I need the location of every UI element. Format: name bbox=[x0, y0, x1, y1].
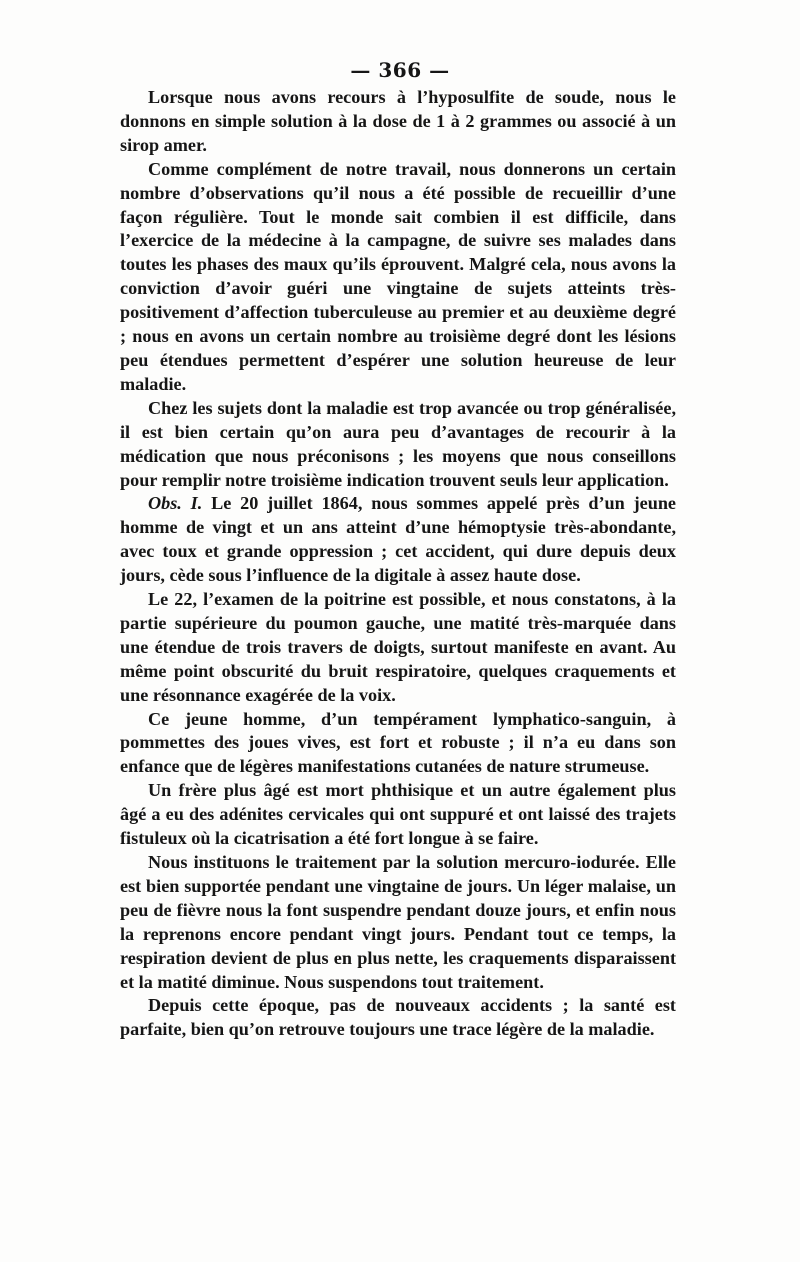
observation-one-text: Le 20 juillet 1864, nous sommes appelé près d’un jeune homme de vingt et un ans atteint d’une hémoptysie très-abondante, avec toux et grande oppression ; cet accident, qui dure depuis deux jours, cède sous l’influence de la digitale à assez haute dose. bbox=[120, 493, 677, 586]
body-text bbox=[120, 86, 676, 1042]
paragraph-chest-exam: Le 22, l’examen de la poitrine est possible, et nous constatons, à la partie supérieure du poumon gauche, une matité très-marquée dans une étendue de trois travers de doigts, surtout manifeste en avant. Au même point obscurité du bruit respiratoire, quelques craquements et une résonnance exagérée de la voix. bbox=[120, 589, 676, 705]
paragraph-observation-one bbox=[120, 492, 676, 588]
paragraph-temperament: Ce jeune homme, d’un tempérament lymphatico-sanguin, à pommettes des joues vives, est fort et robuste ; il n’a eu dans son enfance que de légères manifestations cutanées de nature strumeuse. bbox=[120, 708, 676, 777]
paragraph-advanced-cases: Chez les sujets dont la maladie est trop avancée ou trop généralisée, il est bien certain qu’on aura peu d’avantages de recourir à la médication que nous préconisons ; les moyens que nous conseillons pour remplir notre troisième indication trouvent seuls leur application. bbox=[120, 397, 676, 490]
paragraph-treatment: Nous instituons le traitement par la solution mercuro-iodurée. Elle est bien supportée pendant une vingtaine de jours. Un léger malaise, un peu de fièvre nous la font suspendre pendant douze jours, et enfin nous la reprenons encore pendant vingt jours. Pendant tout ce temps, la respiration devient de plus en plus nette, les craquements disparaissent et la matité diminue. Nous suspendons tout traitement. bbox=[120, 852, 676, 992]
paragraph-outcome: Depuis cette époque, pas de nouveaux accidents ; la santé est parfaite, bien qu’on retrouve toujours une trace légère de la maladie. bbox=[120, 995, 676, 1040]
page-number: — 366 — bbox=[350, 58, 450, 82]
observation-label: Obs. I. bbox=[148, 493, 203, 514]
paragraph-observations-intro: Comme complément de notre travail, nous donnerons un certain nombre d’observations qu’il nous a été possible de recueillir d’une façon régulière. Tout le monde sait combien il est difficile, dans l’exercice de la médecine à la campagne, de suivre ses malades dans toutes les phases des maux qu’ils éprouvent. Malgré cela, nous avons la conviction d’avoir guéri une vingtaine de sujets atteints très-positivement d’affection tuberculeuse au premier et au deuxième degré ; nous en avons un certain nombre au troisième degré dont les lésions peu étendues permettent d’espérer une solution heureuse de leur maladie. bbox=[120, 158, 676, 394]
paragraph-hyposulfite: Lorsque nous avons recours à l’hyposulfite de soude, nous le donnons en simple solution à la dose de 1 à 2 grammes ou associé à un sirop amer. bbox=[120, 87, 676, 155]
paragraph-family-history: Un frère plus âgé est mort phthisique et un autre également plus âgé a eu des adénites cervicales qui ont suppuré et ont laissé des trajets fistuleux où la cicatrisation a été fort longue à se faire. bbox=[120, 780, 676, 849]
